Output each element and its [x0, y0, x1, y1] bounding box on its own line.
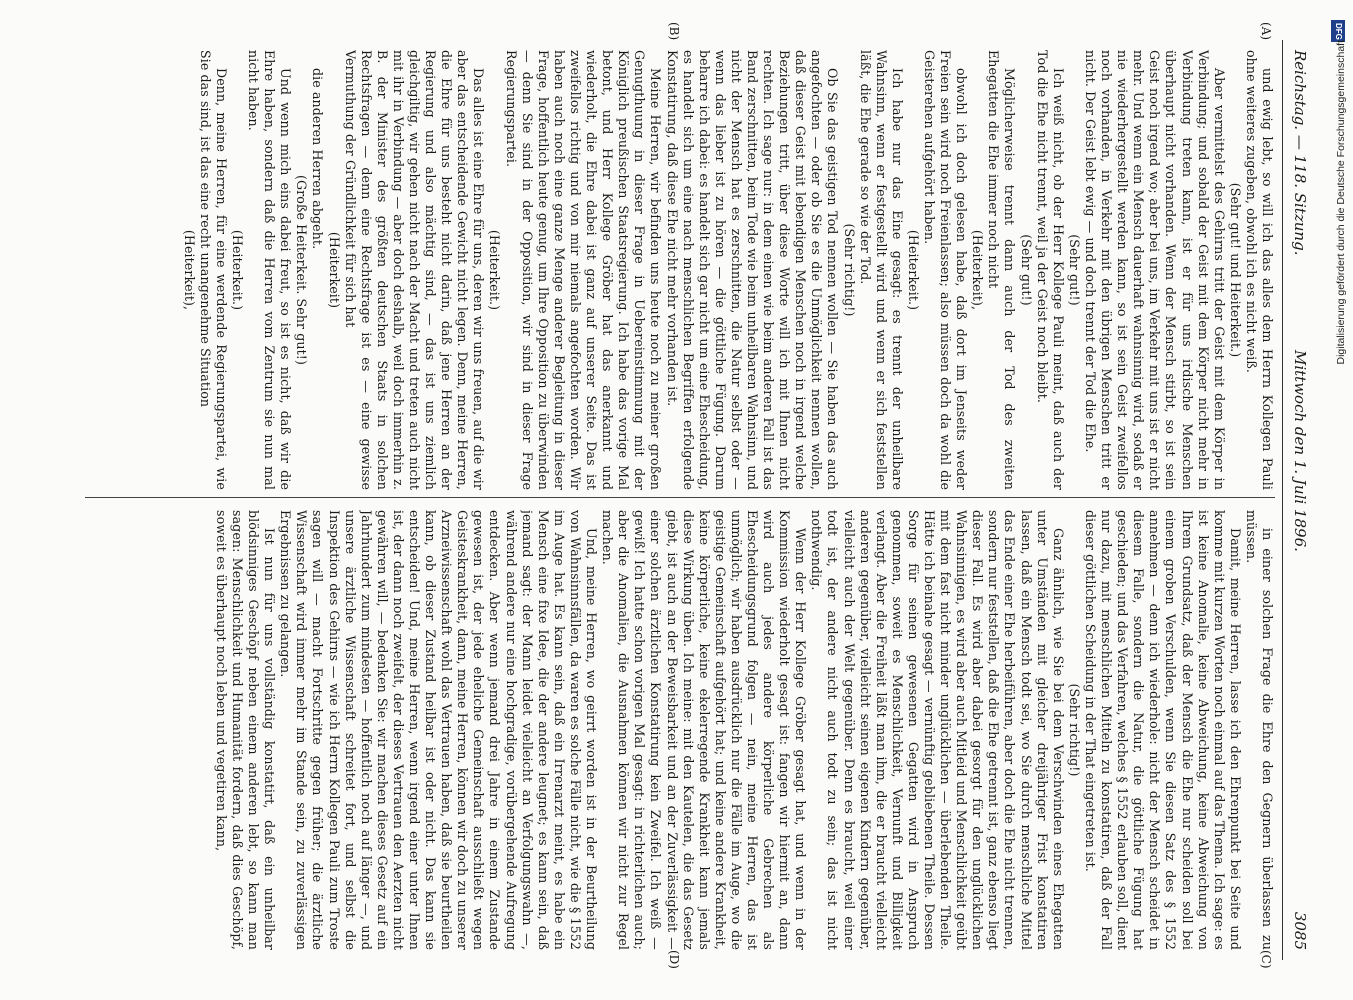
paragraph: Und wenn mich eins dabei freut, so ist es nicht, daß wir die Ehre haben, sondern daß die Herren vom Zentrum sie nun mal nicht haben.: [246, 50, 294, 490]
column-separator: [85, 497, 1275, 498]
dfg-logo: DFG: [1331, 20, 1345, 42]
marker-d: (D): [667, 950, 681, 969]
paragraph: (Heiterkeit): [326, 231, 342, 309]
paragraph: in einer solchen Frage die Ehre den Gegnern überlassen zu müssen.: [1243, 510, 1275, 950]
paragraph: (Heiterkeit.): [487, 229, 503, 311]
paragraph: Ich weiß nicht, ob der Herr Kollege Pauli meint, daß auch der Tod die Ehe nicht trennt, weil ja der Geist noch bleibt.: [1034, 50, 1066, 490]
paragraph: Meine Herren, wir befinden uns heute noch zu meiner großen Genugthuung in dieser Frage in Uebereinstimmung mit der Königlich preußischen Staatsregierung. Ich habe das vorige Mal betont, und Herr Kollege Gröber hat das anerkannt und wiederholt, die Ehre dabei ist ganz auf unserer Seite. Das ist zweifellos richtig und von mir niemals angefochten worden. Wir haben auch noch eine ganze Menge anderer Begleitung in dieser Frage, hoffentlich heute genug, um Ihre Opposition zu überwinden — denn Sie sind in der Opposition, wir sind in dieser Frage Regierungspartei.: [503, 50, 664, 490]
running-header: [1285, 20, 1321, 980]
paragraph: Ob Sie das geistigen Tod nennen wollen — Sie haben das auch angefochten — oder ob Sie es die Unmöglichkeit nennen wollen, daß dieser Geist mit lebendigen Menschen noch in irgend welche Beziehungen tritt, über diese Worte will ich mit Ihnen nicht rechten. Ich sage nur: in dem einen wie beim anderen Fall ist das Band zerschnitten, beim Tode wie beim unheilbaren Wahnsinn, und nicht der Mensch hat es zerschnitten, die Natur selbst oder — wenn das lieber ist zu hören — die göttliche Fügung. Darum beharre ich dabei: es handelt sich gar nicht um eine Ehescheidung, es handelt sich um eine nach menschlichen Begriffen erfolgende Konstatirung, daß diese Ehe nicht mehr vorhanden ist.: [664, 50, 841, 490]
paragraph: Wenn der Herr Kollege Gröber gesagt hat, und wenn in der Kommission wiederholt gesagt ist: fangen wir hiermit an, dann wird auch jedes andere körperliche Gebrechen als Ehescheidungsgrund folgen — nein, meine Herren, das ist unmöglich; wir haben ausdrücklich nur die Fälle im Auge, wo die geistige Gemeinschaft aufgehört hat; und keine andere Krankheit, keine körperliche, keine ekelerregende Krankheit kann jemals diese Wirkung üben. Ich meine: mit den Kautelen, die das Gesetz giebt, ist auch an der Beweisbarkeit und an der Zuverlässigkeit — einer solchen ärztlichen Konstatirung kein Zweifel. Ich weiß — gewiß! Ich hatte schon vorigen Mal gesagt: in richterlichen auch; aber die Anomalien, die Ausnahmen können wir nicht zur Regel machen.: [600, 510, 809, 950]
right-column: [75, 510, 1275, 950]
paragraph: Damit, meine Herren, lasse ich den Ehrenpunkt bei Seite und komme mit kurzen Worten noch einmal auf das Thema. Ich sage: es ist keine Anomalie, keine Abweichung, keine Abweichung von Ihrem Grundsatz, daß der Mensch die Ehe nur scheiden soll bei einem groben Verschulden, wenn Sie diesen Satz des § 1552 annehmen — denn ich wiederhole: nicht der Mensch scheidet in diesem Falle, sondern die Natur, die göttliche Fügung hat geschieden; und das Verfahren, welches § 1552 erlauben soll, dient nur dazu, mit menschlichen Mitteln zu konstatiren, daß der Fall dieser göttlichen Scheidung in der That eingetreten ist.: [1082, 510, 1243, 950]
side-note: [1335, 10, 1349, 990]
digitization-note: Digitalisierung gefördert durch die Deutsche Forschungsgemeinschaft: [1335, 40, 1347, 365]
header-center: Mittwoch den 1. Juli 1896.: [1291, 350, 1309, 552]
paragraph: Denn, meine Herren, für eine werdende Regierungspartei, wie Sie das sind, ist das eine recht unangenehme Situation: [197, 50, 229, 490]
marker-c: (C): [1259, 950, 1273, 969]
paragraph: Und, meine Herren, wo geirrt worden ist in der Beurtheilung von Wahnsinnsfällen, da waren es solche Fälle nicht, wie die § 1552 im Auge hat. Es kann sein, daß ein Irrenarzt meint, es habe ein Mensch eine fixe Idee, die der andere leugnet; es kann sein, daß jemand sagt: der Mann leidet vielleicht an Verfolgungswahn —, während andere nur eine hochgradige, vorübergehende Aufregung entdecken. Aber wenn jemand drei Jahre in einem Zustande gewesen ist, der jede eheliche Gemeinschaft ausschließt wegen Geisteskrankheit, dann, meine Herren, können wir doch zu unserer Arzneiwissenschaft wohl das Vertrauen haben, daß sie beurtheilen kann, ob dieser Zustand heilbar ist oder nicht. Das kann sie entscheiden! Und, meine Herren, wenn irgend einer unter Ihnen ist, der dann noch zweifelt, der dieses Vertrauen den Aerzten nicht gewähren will, — bedenken Sie: wir machen dieses Gesetz auf ein Jahrhundert zum mindesten — hoffentlich noch auf länger —, und unsere ärztliche Wissenschaft schreitet fort, und selbst die Inspektion des Gehirns — wie ich Herrn Kollegen Pauli zum Troste sagen will — macht Fortschritte gegen früher; die ärztliche Wissenschaft wird immer mehr im Stande sein, zu zuverlässigen Ergebnissen zu gelangen.: [278, 510, 600, 950]
paragraph: (Heiterkeit),: [181, 229, 197, 311]
paragraph: (Sehr richtig!): [1066, 683, 1082, 777]
paragraph: (Heiterkeit),: [970, 229, 986, 311]
paragraph: Das alles ist eine Ehre für uns, deren wir uns freuen, auf die wir aber das entscheidende Gewicht nicht legen. Denn, meine Herren, die Ehre für uns besteht nicht darin, daß jene Herren an der Regierung und also mächtig sind, — das ist uns ziemlich gleichgiltig, wir gehen nicht nach der Macht und treten auch nicht mit ihr in Verbindung — aber doch deshalb, weil doch immerhin z. B. der Minister des größten deutschen Staats in solchen Rechtsfragen — denn eine Rechtsfrage ist es — eine gewisse Vermuthung der Gründlichkeit für sich hat: [342, 50, 487, 490]
paragraph: (Heiterkeit.): [905, 229, 921, 311]
paragraph: Möglicherweise trennt dann auch der Tod des zweiten Ehegatten die Ehe immer noch nicht: [986, 50, 1018, 490]
paragraph: Ganz ähnlich, wie Sie bei dem Verschwinden eines Ehegatten unter Umständen mit gleicher dreijähriger Frist konstatiren lassen, daß ein Mensch todt sei, wo Sie durch menschliche Mittel das Ende einer Ehe herbeiführen, aber doch die Ehe nicht trennen, sondern nur feststellen, daß die Ehe getrennt ist, ganz ebenso liegt dieser Fall. Es wird aber dabei gesorgt für den unglücklichen Wahnsinnigen, es wird aber auch Mitleid und Menschlichkeit geübt mit dem fast nicht minder unglücklichen — überlebenden Theile. Hätte ich beinahe gesagt — vernünftig gebliebenen Theile. Dessen Sorge für seinen gewesenen Gegatten wird in Anspruch genommen, soweit es Menschlichkeit, Vernunft und Billigkeit verlangt. Aber die Freiheit läßt man ihm, die er braucht vielleicht anderen gegenüber, vielleicht seinen eigenen Kindern gegenüber, vielleicht auch der Welt gegenüber. Denn es braucht, weil einer todt ist, der andere nicht auch todt zu sein; das ist nicht nothwendig.: [809, 510, 1066, 950]
paragraph: (Sehr gut!): [1066, 234, 1082, 306]
paragraph: und ewig lebt, so will ich das alles dem Herrn Kollegen Pauli ohne weiteres zugeben, obwohl ich es nicht weiß.: [1243, 50, 1275, 490]
header-rule: [1282, 40, 1283, 960]
paragraph: (Sehr gut! und Heiterkeit.): [1227, 182, 1243, 358]
paragraph: Aber vermittelst des Gehirns tritt der Geist mit dem Körper in Verbindung; und sobald der Geist mit dem Körper nicht mehr in Verbindung treten kann, ist er für uns irdische Menschen überhaupt nicht vorhanden. Wenn der Mensch stirbt, so ist sein Geist noch irgend wo; aber bei uns, im Verkehr mit uns ist er nicht mehr. Und wenn ein Mensch dauerhaft wahnsinnig wird, sodaß er nie wiederhergestellt werden kann, so ist sein Geist zweifellos noch vorhanden, in Verkehr mit den übrigen Menschen tritt er nicht. Der Geist lebt ewig — und doch trennt der Tod die Ehe.: [1082, 50, 1227, 490]
paragraph: die anderen Herren abgeht.: [310, 68, 326, 250]
marker-b: (B): [667, 22, 681, 41]
paragraph: Ich habe nur das Eine gesagt: es trennt der unheilbare Wahnsinn, wenn er festgestellt wird und wenn er sich feststellen läßt, die Ehe gerade so wie der Tod.: [857, 50, 905, 490]
paragraph: (Sehr gut!): [1018, 234, 1034, 306]
header-left: Reichstag. — 118. Sitzung.: [1291, 50, 1309, 256]
left-column: [75, 50, 1275, 490]
paragraph: obwohl ich doch gelesen habe, daß dort im Jenseits weder Freien sein wird noch Freienlassen; also müssen doch da wohl die Geisterehen aufgehört haben.: [922, 50, 970, 490]
paragraph: Ist nun für uns vollständig konstatirt, daß ein unheilbar blödsinniges Geschöpf neben einem anderen lebt, so kann man sagen: Menschlichkeit und Humanität fordern, daß dies Geschöpf, soweit es überhaupt noch leben und vegetiren kann,: [213, 510, 278, 950]
marker-a: (A): [1259, 22, 1273, 41]
scanned-page: [31, 20, 1321, 980]
paragraph: (Große Heiterkeit. Sehr gut!): [294, 175, 310, 365]
page-number: 3085: [1291, 911, 1309, 950]
paragraph: (Sehr richtig!): [841, 223, 857, 317]
paragraph: (Heiterkeit.): [230, 229, 245, 311]
